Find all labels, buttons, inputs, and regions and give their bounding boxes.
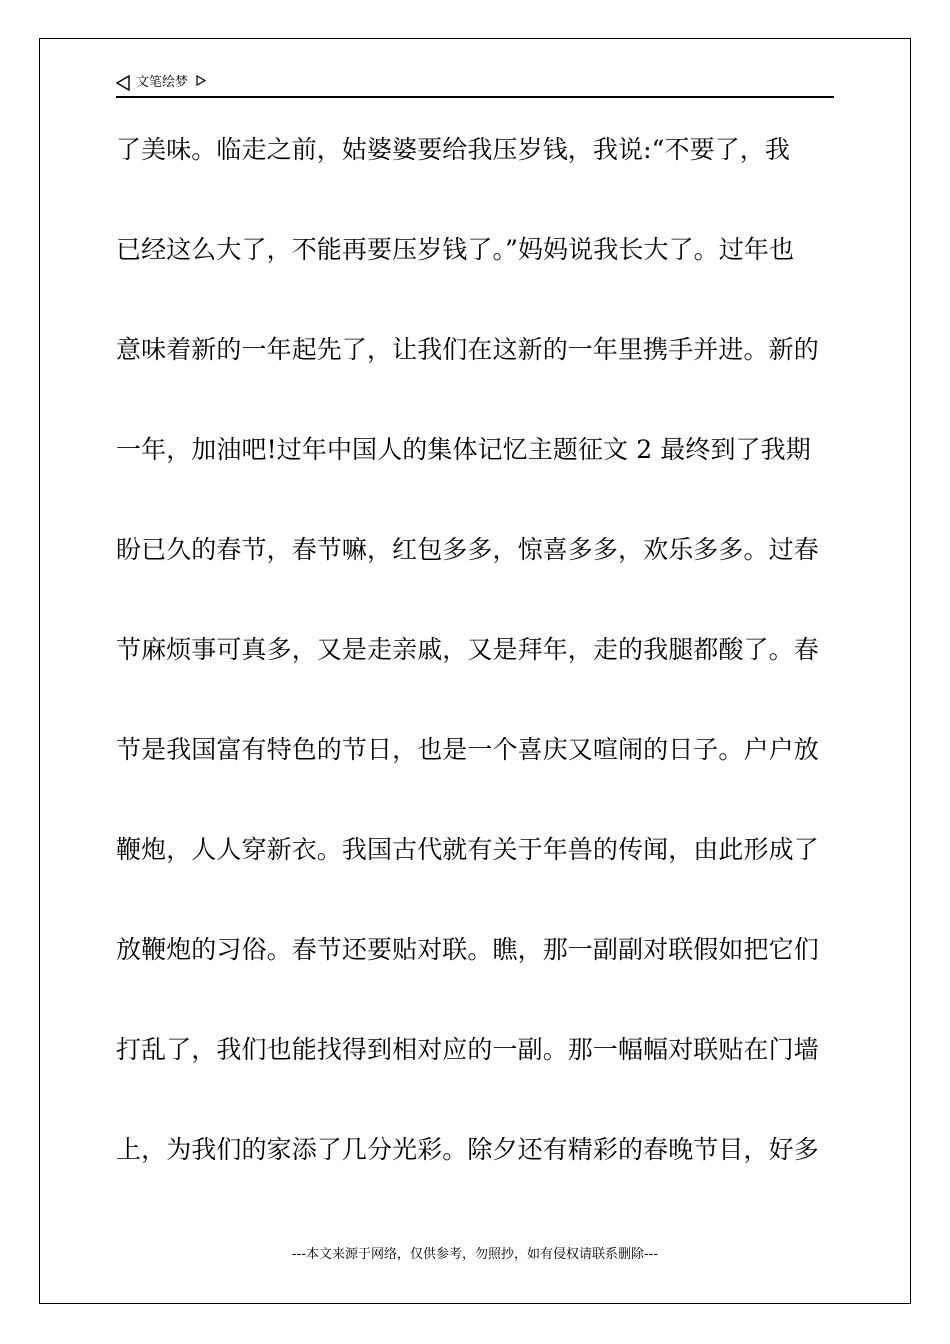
right-triangle-icon bbox=[196, 75, 206, 86]
text-line: 已经这么大了，不能再要压岁钱了。”妈妈说我长大了。过年也 bbox=[116, 235, 795, 264]
left-triangle-icon bbox=[116, 75, 130, 91]
text-line: 了美味。临走之前，姑婆婆要给我压岁钱，我说:“不要了，我 bbox=[116, 135, 791, 164]
header-title: 文笔绘梦 bbox=[136, 75, 189, 90]
text-line: 打乱了，我们也能找得到相对应的一副。那一幅幅对联贴在门墙 bbox=[116, 1035, 819, 1064]
page-header bbox=[116, 72, 834, 98]
text-line: 放鞭炮的习俗。春节还要贴对联。瞧，那一副副对联假如把它们 bbox=[116, 935, 819, 964]
article-body bbox=[116, 124, 840, 1224]
text-line: 意味着新的一年起先了，让我们在这新的一年里携手并进。新的 bbox=[116, 335, 819, 364]
text-line: 节是我国富有特色的节日，也是一个喜庆又喧闹的日子。户户放 bbox=[116, 735, 819, 764]
text-line: 节麻烦事可真多，又是走亲戚，又是拜年，走的我腿都酸了。春 bbox=[116, 635, 819, 664]
text-line: 上，为我们的家添了几分光彩。除夕还有精彩的春晚节目，好多 bbox=[116, 1135, 819, 1164]
text-line: 盼已久的春节，春节嘛，红包多多，惊喜多多，欢乐多多。过春 bbox=[116, 535, 819, 564]
text-line: 鞭炮，人人穿新衣。我国古代就有关于年兽的传闻，由此形成了 bbox=[116, 835, 819, 864]
text-line: 一年，加油吧!过年中国人的集体记忆主题征文 2 最终到了我期 bbox=[116, 435, 811, 464]
footer-notice: ---本文来源于网络，仅供参考，勿照抄，如有侵权请联系删除--- bbox=[291, 1247, 659, 1262]
